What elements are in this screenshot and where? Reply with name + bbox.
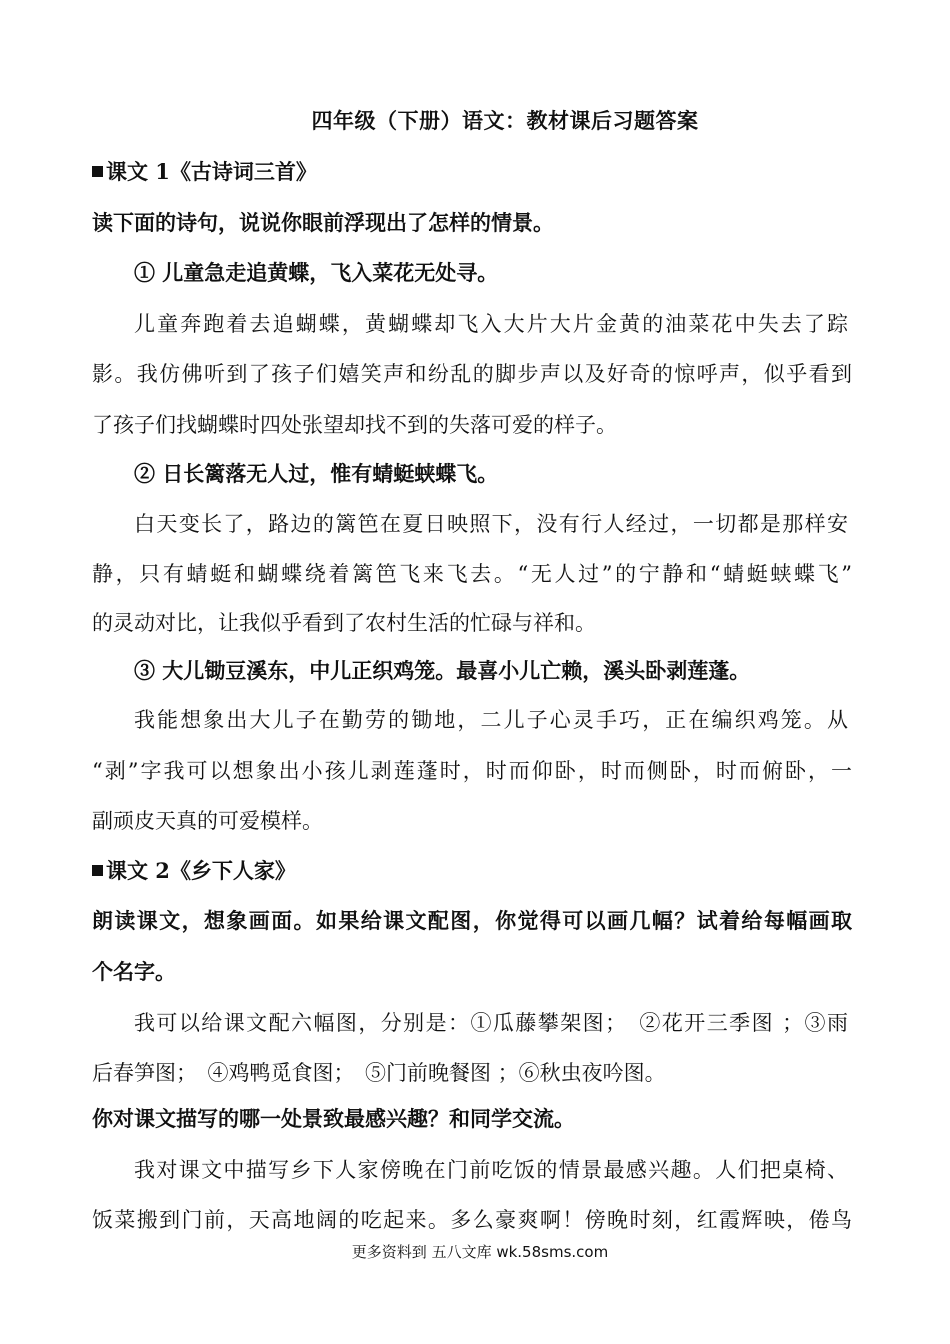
page-title: 四年级（下册）语文：教材课后习题答案	[311, 108, 699, 133]
answer-2-line-1: 白天变长了，路边的篱笆在夏日映照下，没有行人经过，一切都是那样安	[134, 512, 848, 536]
lesson2-heading-name: 《乡下人家》	[169, 858, 296, 883]
answer-1-line-3: 了孩子们找蝴蝶时四处张望却找不到的失落可爱的样子。	[92, 413, 617, 437]
lesson1-heading-name: 《古诗词三首》	[169, 159, 317, 184]
lesson2-question1-line-2: 个名字。	[92, 959, 176, 984]
lesson2-answer2-line-1: 我对课文中描写乡下人家傍晚在门前吃饭的情景最感兴趣。人们把桌椅、	[134, 1158, 848, 1182]
answer-2-line-2: 静，只有蜻蜓和蝴蝶绕着篱笆飞来飞去。“无人过”的宁静和“蜻蜓蛱蝶飞”	[92, 562, 852, 586]
answer-2-line-3: 的灵动对比，让我似乎看到了农村生活的忙碌与祥和。	[92, 611, 596, 635]
lesson1-heading	[92, 157, 872, 187]
poem-line-1: ① 儿童急走追黄蝶，飞入菜花无处寻。	[134, 260, 499, 285]
answer-3-line-1: 我能想象出大儿子在勤劳的锄地，二儿子心灵手巧，正在编织鸡笼。从	[134, 708, 848, 732]
lesson1-heading-prefix: 课文 1	[106, 159, 170, 184]
answer-1-line-1: 儿童奔跑着去追蝴蝶，黄蝴蝶却飞入大片大片金黄的油菜花中失去了踪	[134, 312, 848, 336]
square-bullet-icon	[92, 865, 103, 876]
lesson2-answer1-line-1: 我可以给课文配六幅图，分别是：①瓜藤攀架图； ②花开三季图 ；③雨	[134, 1011, 848, 1035]
square-bullet-icon	[92, 166, 103, 177]
answer-1-line-2: 影。我仿佛听到了孩子们嬉笑声和纷乱的脚步声以及好奇的惊呼声，似乎看到	[92, 362, 852, 386]
lesson2-heading	[92, 856, 872, 886]
lesson2-question1-line-1: 朗读课文，想象画面。如果给课文配图，你觉得可以画几幅？试着给每幅画取	[92, 908, 852, 933]
footer-watermark-text: 更多资料到 五八文库 wk.58sms.com	[351, 1243, 609, 1261]
poem-line-2: ② 日长篱落无人过，惟有蜻蜓蛱蝶飞。	[134, 461, 499, 486]
lesson1-question: 读下面的诗句，说说你眼前浮现出了怎样的情景。	[92, 210, 554, 235]
lesson2-question2: 你对课文描写的哪一处景致最感兴趣？和同学交流。	[92, 1106, 575, 1131]
lesson2-heading-prefix: 课文 2	[106, 858, 170, 883]
answer-3-line-3: 副顽皮天真的可爱模样。	[92, 809, 323, 833]
lesson2-answer2-line-2: 饭菜搬到门前，天高地阔的吃起来。多么豪爽啊！傍晚时刻，红霞辉映，倦鸟	[92, 1208, 852, 1232]
poem-line-3: ③ 大儿锄豆溪东，中儿正织鸡笼。最喜小儿亡赖，溪头卧剥莲蓬。	[134, 658, 751, 683]
answer-3-line-2: “剥”字我可以想象出小孩儿剥莲蓬时，时而仰卧，时而侧卧，时而俯卧，一	[92, 759, 852, 783]
lesson2-answer1-line-2: 后春笋图； ④鸡鸭觅食图； ⑤门前晚餐图 ；⑥秋虫夜吟图。	[92, 1061, 666, 1085]
